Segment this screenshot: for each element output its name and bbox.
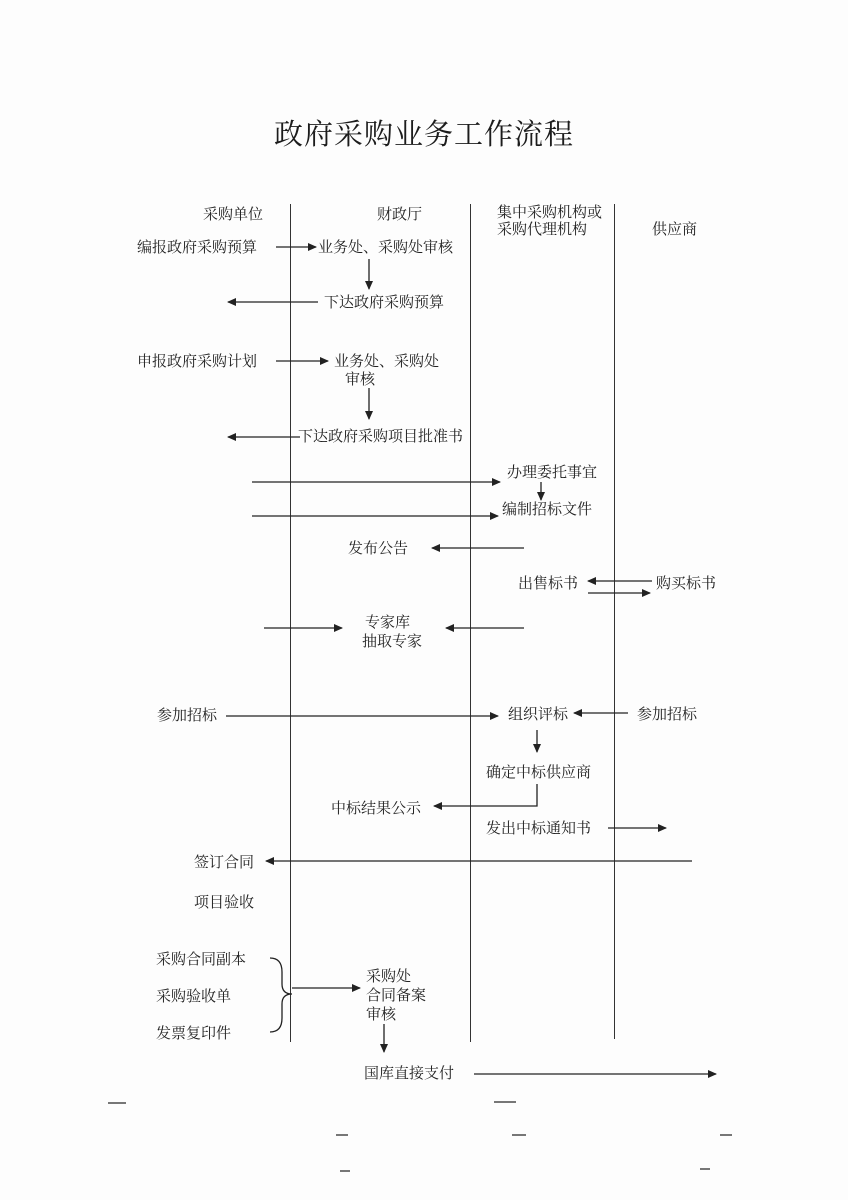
lane-header-finance-dept: 财政厅 — [377, 205, 423, 223]
step-bid-docs: 编制招标文件 — [502, 500, 593, 518]
step-review-2-line1: 业务处、采购处 — [334, 352, 440, 370]
step-winner: 确定中标供应商 — [486, 763, 592, 781]
scan-mark — [340, 1170, 350, 1172]
lane-header-central-agency-line1: 集中采购机构或 — [497, 203, 603, 221]
step-evaluate: 组织评标 — [508, 705, 569, 723]
step-filing-line2: 合同备案 — [366, 986, 427, 1004]
step-entrust: 办理委托事宜 — [507, 463, 598, 481]
lane-header-central-agency-line2: 采购代理机构 — [497, 220, 588, 238]
scan-mark — [700, 1168, 710, 1170]
step-plan-submit: 申报政府采购计划 — [137, 352, 258, 370]
step-filing-line3: 审核 — [366, 1005, 397, 1023]
step-expert-draw: 抽取专家 — [362, 632, 423, 650]
step-approval-issue: 下达政府采购项目批准书 — [298, 427, 464, 445]
doc-contract-copy: 采购合同副本 — [156, 950, 247, 968]
step-publicize: 中标结果公示 — [331, 799, 422, 817]
step-sell-docs: 出售标书 — [518, 574, 579, 592]
step-notice: 发出中标通知书 — [486, 819, 592, 837]
brace — [270, 958, 292, 1032]
page-title: 政府采购业务工作流程 — [273, 117, 574, 151]
scan-mark — [494, 1101, 516, 1103]
step-announce: 发布公告 — [348, 539, 409, 557]
lane-header-purchasing-unit: 采购单位 — [203, 205, 264, 223]
doc-invoice-copy: 发票复印件 — [156, 1024, 232, 1042]
scan-mark — [720, 1134, 732, 1136]
step-budget-issue: 下达政府采购预算 — [324, 293, 445, 311]
arrow-to-publicize — [434, 784, 537, 806]
step-contract: 签订合同 — [194, 853, 255, 871]
scan-mark — [108, 1102, 126, 1104]
step-join-bid-unit: 参加招标 — [157, 706, 218, 724]
step-filing-line1: 采购处 — [366, 967, 412, 985]
scan-mark — [512, 1134, 526, 1136]
step-review-2-line2: 审核 — [345, 370, 376, 388]
scan-mark — [336, 1134, 348, 1136]
doc-acceptance-form: 采购验收单 — [156, 987, 232, 1005]
step-review-1: 业务处、采购处审核 — [318, 238, 454, 256]
step-acceptance: 项目验收 — [194, 893, 255, 911]
step-payment: 国库直接支付 — [364, 1064, 455, 1082]
step-budget-submit: 编报政府采购预算 — [137, 238, 258, 256]
step-expert-pool: 专家库 — [365, 613, 411, 631]
step-buy-docs: 购买标书 — [656, 574, 717, 592]
lane-header-supplier: 供应商 — [652, 220, 698, 238]
step-join-bid-supplier: 参加招标 — [637, 705, 698, 723]
